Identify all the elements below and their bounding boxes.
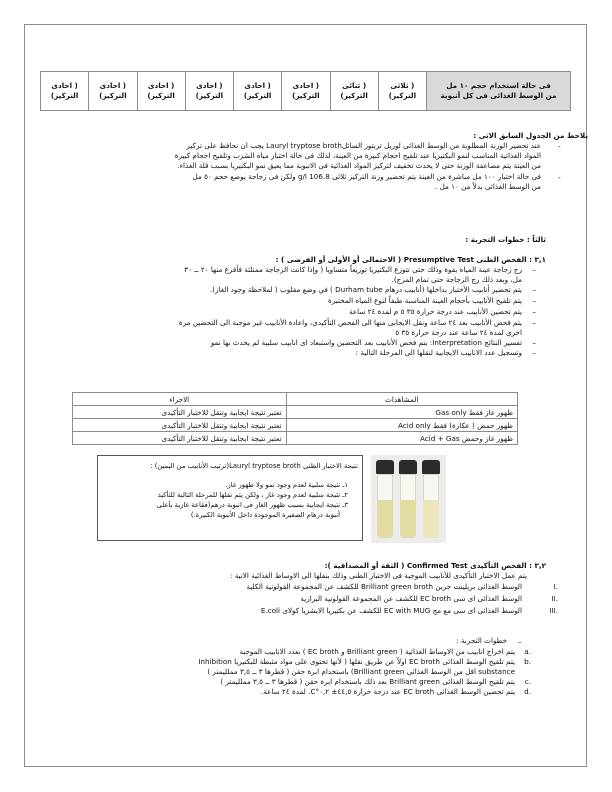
cell-line: ( احادى bbox=[292, 81, 320, 90]
concentration-cell bbox=[282, 72, 330, 111]
presumptive-step bbox=[52, 348, 536, 358]
presumptive-step bbox=[52, 338, 536, 348]
observations-table-header bbox=[73, 393, 518, 406]
confirmed-step bbox=[75, 687, 531, 697]
notes-line: عند تحضير الوزنة المطلوبة من الوسط الغذائى لوريل تربتوز السائلLauryl tryptose broth يجب ان نحافظ على تركيز bbox=[186, 141, 541, 150]
result-item: ٣ـ نتيجة ايجابية بسبب ظهور الغاز فى انبوبة درهم(فقاعة غازية بأعلى bbox=[156, 501, 348, 509]
cell-line: التركيز) bbox=[147, 91, 175, 100]
observations-table bbox=[72, 392, 518, 445]
cell-line: ( احادى bbox=[51, 81, 78, 90]
cell-line: ( احادى bbox=[196, 81, 223, 90]
observation-cell: ظهور غاز وحمض Acid + Gas bbox=[286, 432, 518, 445]
cell-line: التركيز) bbox=[292, 91, 320, 100]
cell-line: ( احادى bbox=[244, 81, 271, 90]
bullet-dash: – bbox=[532, 338, 536, 347]
table-row bbox=[73, 406, 518, 419]
notes-line: من العينة يتم مضاعفة الوزنة حتى لا يحدث تخفيف لتركيز المواد الغذائية فى الانبوبة مما يعيق نمو البكتيريا بسبب قلة الغذاء. bbox=[177, 161, 541, 170]
result-box-list bbox=[157, 480, 348, 520]
confirmed-steps-heading: خطوات التجربة : bbox=[456, 636, 507, 645]
cell-line: التركيز) bbox=[243, 91, 272, 100]
cell-line: ( ثلاثى bbox=[390, 81, 415, 90]
notes-item bbox=[61, 172, 541, 192]
presumptive-steps-list bbox=[52, 265, 536, 358]
step-line: يتم تلقيح الوسط الغذائى Brilliant green بعد ذلك باستخدام ابرة حقن ( قطرها ٣ ــ ٣,٥ مملليمتر ) bbox=[220, 677, 515, 686]
step-line: يتم فحص الأنابيب بعد ٢٤ ساعة ونقل الايجابى منها الى الفحص التأكيدى، واعادة الأنابيب غير موجبة الى التحضين مرة bbox=[178, 318, 522, 327]
column-header-action: الاجراء bbox=[73, 393, 287, 406]
cell-line: التركيز) bbox=[50, 91, 79, 100]
observation-cell: ظهور حمض ( عكارة) فقط Acid only bbox=[286, 419, 518, 432]
step-letter: b. bbox=[524, 657, 531, 666]
step-line: substance اقل من الوسط الغذائى Brilliant green) باستخدام ابرة حقن ( قطرها ٣ ــ ٣,٥ مملليمتر ) bbox=[207, 667, 515, 676]
step-line: يتم تلقيح الوسط الغذائى EC broth اولاً عن طريق نقلها ( لأنها تحتوى على مواد مثبطة للبكتيريا Inhibition bbox=[198, 657, 515, 666]
action-cell: تعتبر نتيجة ايجابية وتنقل للاختبار التأكيدى bbox=[73, 432, 287, 445]
presumptive-result-box bbox=[97, 455, 363, 541]
confirmed-test-heading: ٣,٢ : الفحص التأكيدى Confirmed Test ( الثقة أو المصداقية ): bbox=[324, 561, 546, 570]
table-row bbox=[73, 419, 518, 432]
step-letter: d. bbox=[524, 687, 531, 696]
notes-item bbox=[61, 141, 541, 171]
section-heading: ثالثاً : خطوات التجربة : bbox=[465, 235, 546, 244]
concentration-cell bbox=[330, 72, 378, 111]
bullet-dash: - bbox=[558, 173, 561, 182]
test-tube-icon bbox=[422, 460, 440, 540]
step-line: وتسجيل عدد الانابيب الايجابية لنقلها الى المرحلة التالية : bbox=[355, 348, 522, 357]
step-letter: c. bbox=[524, 677, 531, 686]
bullet-dash: - bbox=[558, 142, 561, 151]
presumptive-step bbox=[52, 307, 536, 317]
bullet-dash: – bbox=[532, 318, 536, 327]
step-line: يتم تحضين الوسط الغذائى EC broth عند درجة حرارة ٤٤,٥± ٠,٢°C. لمدة ٢٤ ساعة. bbox=[261, 687, 515, 696]
action-cell: تعتبر نتيجة ايجابية وتنقل للاختبار التأكيدى bbox=[73, 406, 287, 419]
step-line: رج زجاجة عينة المياه بقوة وذلك حتى تتوزع البكتيريا توزيعاً متساويا ( وإذا كانت الزجاجة ممتلئة فأفرغ منها ٢٠ ــ ٣٠ bbox=[184, 265, 522, 274]
step-line: يتم اخراج انابيب من الاوساط الغذائية ( Brilliant green و EC broth ) بعدد الانابيب الموجبة bbox=[239, 647, 515, 656]
presumptive-step bbox=[52, 318, 536, 338]
concentration-cell bbox=[185, 72, 233, 111]
cell-line: ( ثنائى bbox=[342, 81, 367, 90]
observation-cell: ظهور غاز فقط Gas only bbox=[286, 406, 518, 419]
notes-line: من الوسط الغذائى بدلاً من ١٠ مل . bbox=[435, 182, 541, 191]
media-text: الوسط الغذائى اى سى EC broth للكشف عن المجموعة القولونية البرازية bbox=[300, 594, 522, 603]
notes-line: فى حالة اختبار ١٠٠ مل مباشرة من العينة يتم تحضير وزنة التركيز ثلاثى 106.8 g/l ولكن فى زجاجة يوضع حجم ٥٠ مل bbox=[192, 172, 541, 181]
media-list bbox=[102, 582, 558, 618]
concentration-table bbox=[40, 71, 571, 111]
cell-line: ( احادى bbox=[147, 81, 175, 90]
step-line: يتم تحضين الأنابيب عند درجة حرارة ٣٥ ٥ م لمدة ٢٤ ساعة bbox=[348, 307, 522, 316]
step-letter: a. bbox=[524, 647, 531, 656]
presumptive-test-heading: ٣,١ : الفحص الظنى Presumptive Test ( الاحتمالى أو الأولى أو الفرضى ) : bbox=[275, 255, 546, 264]
step-line: تفسير النتائج Interpretation: يتم فحص الأنابيب بعد التحضين واستبعاد اى انابيب سلبية لم يحدث بها نمو bbox=[210, 338, 522, 347]
media-item bbox=[102, 582, 558, 594]
bullet-dash: – bbox=[532, 296, 536, 305]
media-item bbox=[102, 594, 558, 606]
cell-line: التركيز) bbox=[99, 91, 127, 100]
result-box-title: نتيجة الاختبار الظنى Lauryl tryptose broth(ترتيب الأنابيب من اليمين) : bbox=[150, 462, 358, 470]
concentration-cell bbox=[234, 72, 282, 111]
test-tubes-photo bbox=[371, 455, 446, 543]
notes-heading: يلاحظ من الجدول السابق الاتى : bbox=[473, 131, 588, 140]
column-header-observations: المشاهدات bbox=[286, 393, 518, 406]
test-tube-icon bbox=[399, 460, 417, 540]
cell-line: التركيز) bbox=[388, 91, 417, 100]
table-row bbox=[73, 432, 518, 445]
bullet-dash: – bbox=[532, 285, 536, 294]
step-line: مل، وبعد ذلك رج الزجاجة حتى تمام المزج). bbox=[391, 275, 522, 284]
header-cell-line: فى حالة استخدام حجم ١٠ مل bbox=[446, 81, 551, 90]
presumptive-step bbox=[52, 296, 536, 306]
media-item bbox=[102, 606, 558, 618]
media-number: III. bbox=[549, 606, 558, 615]
confirmed-step bbox=[75, 677, 531, 687]
test-tube-icon bbox=[376, 460, 394, 540]
result-item: ٢ـ نتيجة سلبية لعدم وجود غاز ، ولكن يتم نقلها للمرحلة التالية للتأكيد bbox=[157, 491, 348, 499]
confirmed-step bbox=[75, 647, 531, 657]
presumptive-step bbox=[52, 285, 536, 295]
media-number: I. bbox=[553, 582, 558, 591]
media-text: الوسط الغذائى اى سى مع مج EC with MUG للكشف عن بكتيريا الايشريا كولاى E.coli bbox=[260, 606, 522, 615]
cell-line: التركيز) bbox=[340, 91, 368, 100]
concentration-cell bbox=[378, 72, 426, 111]
cell-line: التركيز) bbox=[195, 91, 224, 100]
concentration-cell bbox=[89, 72, 137, 111]
cell-line: ( احادى bbox=[99, 81, 127, 90]
notes-line: المواد الغذائية المناسب لنمو البكتيريا عند تلقيح احجام كبيرة من العينة، لذلك فى حالة اختبار مياه الشرب وتلقيح احجام كبيرة bbox=[174, 151, 541, 160]
bullet-dash: – bbox=[518, 637, 522, 646]
result-item-continuation: أنبوبة درهام الصغيرة الموجودة داخل الأنبوبة الكبيرة.) bbox=[190, 511, 340, 519]
step-line: يتم تحضير أنابيب الأختبار بداخلها (أنابيب درهام Durham tube ) في وضع مقلوب ( لملاحظة وجود الغاز). bbox=[210, 285, 522, 294]
confirmed-steps-list bbox=[75, 647, 531, 697]
confirmed-test-intro: يتم عمل الاختبار التأكيدى للأنابيب الموجبة فى الاختبار الظنى وذلك بنقلها الى الاوساط الغذائية الاتية : bbox=[229, 571, 527, 580]
confirmed-step bbox=[75, 657, 531, 677]
result-item: ١ـ نتيجة سلبية لعدم وجود نمو ولا ظهور غاز. bbox=[225, 481, 348, 489]
action-cell: تعتبر نتيجة ايجابية وتنقل للاختبار التأكيدى bbox=[73, 419, 287, 432]
presumptive-step bbox=[52, 265, 536, 285]
bullet-dash: – bbox=[532, 307, 536, 316]
concentration-row bbox=[41, 72, 571, 111]
bullet-dash: – bbox=[532, 265, 536, 274]
step-line: اخرى لمدة ٢٤ ساعة عند درجة حرارة ٣٥ ٥ bbox=[395, 328, 522, 337]
concentration-table-header-cell bbox=[427, 72, 571, 111]
media-text: الوسط الغذائى بريلينت جرين Brilliant green broth للكشف عن المجموعة القولونية الكلية bbox=[246, 582, 522, 591]
media-number: II. bbox=[551, 594, 558, 603]
step-line: يتم تلقيح الأنابيب بأحجام العينة المناسبة طبقاً لنوع المياه المختبرة bbox=[328, 296, 522, 305]
header-cell-line: من الوسط الغذائى فى كل أنبوبة bbox=[440, 91, 557, 100]
concentration-cell bbox=[41, 72, 89, 111]
bullet-dash: – bbox=[532, 348, 536, 357]
concentration-cell bbox=[137, 72, 185, 111]
